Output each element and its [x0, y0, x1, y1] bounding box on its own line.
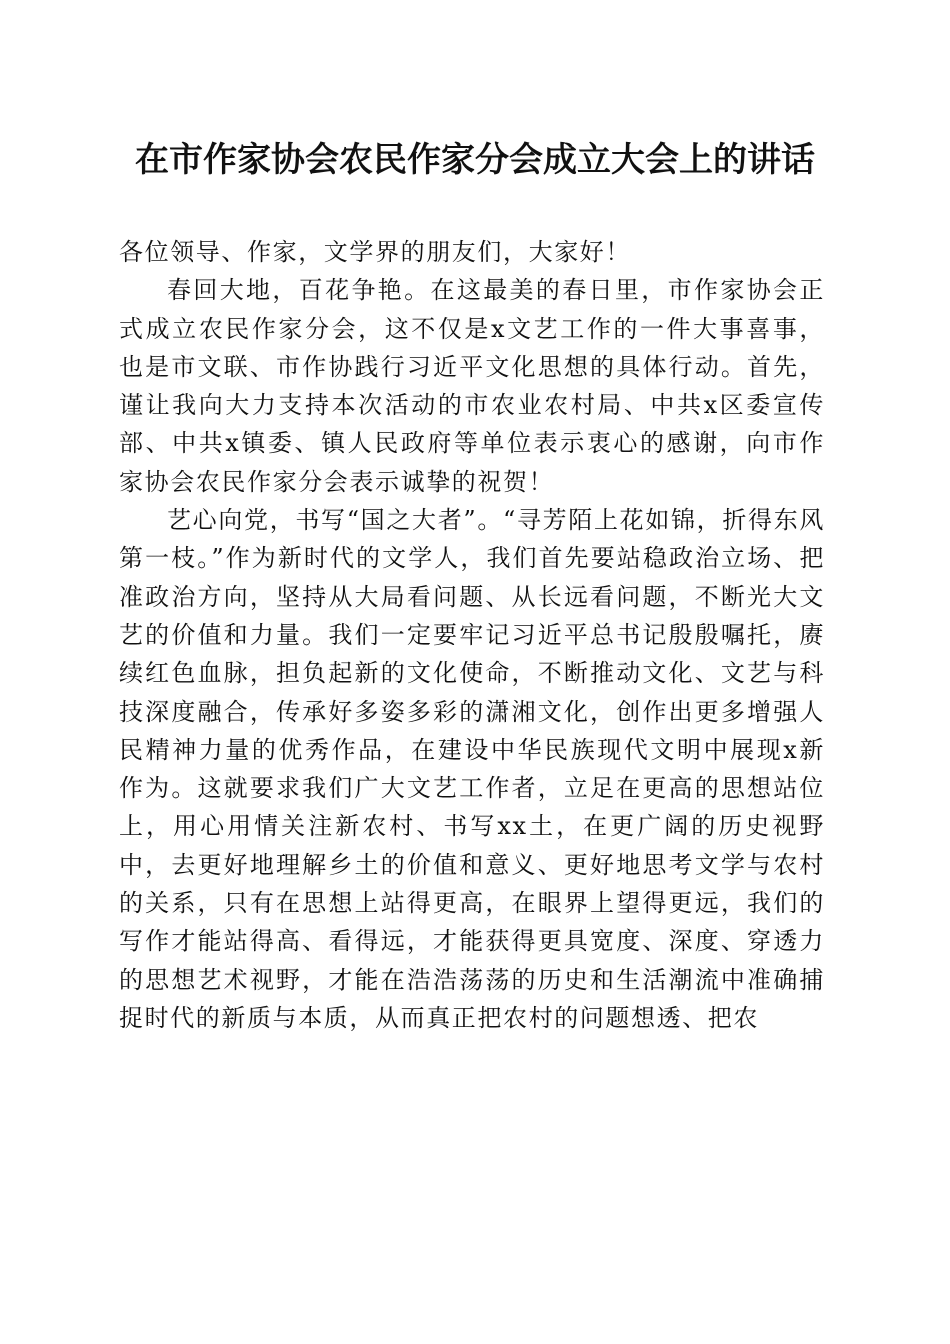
paragraph-2: 艺心向党，书写“国之大者”。“寻芳陌上花如锦，折得东风第一枝。”作为新时代的文学人，我们首先要站稳政治立场、把准政治方向，坚持从大局看问题、从长远看问题，不断光大文艺的价值和力量。我们一定要牢记习近平总书记殷殷嘱托，赓续红色血脉，担负起新的文化使命，不断推动文化、文艺与科技深度融合，传承好多姿多彩的潇湘文化，创作出更多增强人民精神力量的优秀作品，在建设中华民族现代文明中展现x新作为。这就要求我们广大文艺工作者，立足在更高的思想站位上，用心用情关注新农村、书写xx土，在更广阔的历史视野中，去更好地理解乡土的价值和意义、更好地思考文学与农村的关系，只有在思想上站得更高，在眼界上望得更远，我们的写作才能站得高、看得远，才能获得更具宽度、深度、穿透力的思想艺术视野，才能在浩浩荡荡的历史和生活潮流中准确捕捉时代的新质与本质，从而真正把农村的问题想透、把农: [119, 506, 825, 1032]
salutation: 各位领导、作家，文学界的朋友们，大家好！: [119, 238, 631, 266]
document-title: 在市作家协会农民作家分会成立大会上的讲话: [135, 140, 815, 180]
paragraph-1: 春回大地，百花争艳。在这最美的春日里，市作家协会正式成立农民作家分会，这不仅是x文艺工作的一件大事喜事，也是市文联、市作协践行习近平文化思想的具体行动。首先，谨让我向大力支持本次活动的市农业农村局、中共x区委宣传部、中共x镇委、镇人民政府等单位表示衷心的感谢，向市作家协会农民作家分会表示诚挚的祝贺！: [119, 276, 825, 496]
document-body: [119, 233, 825, 1037]
